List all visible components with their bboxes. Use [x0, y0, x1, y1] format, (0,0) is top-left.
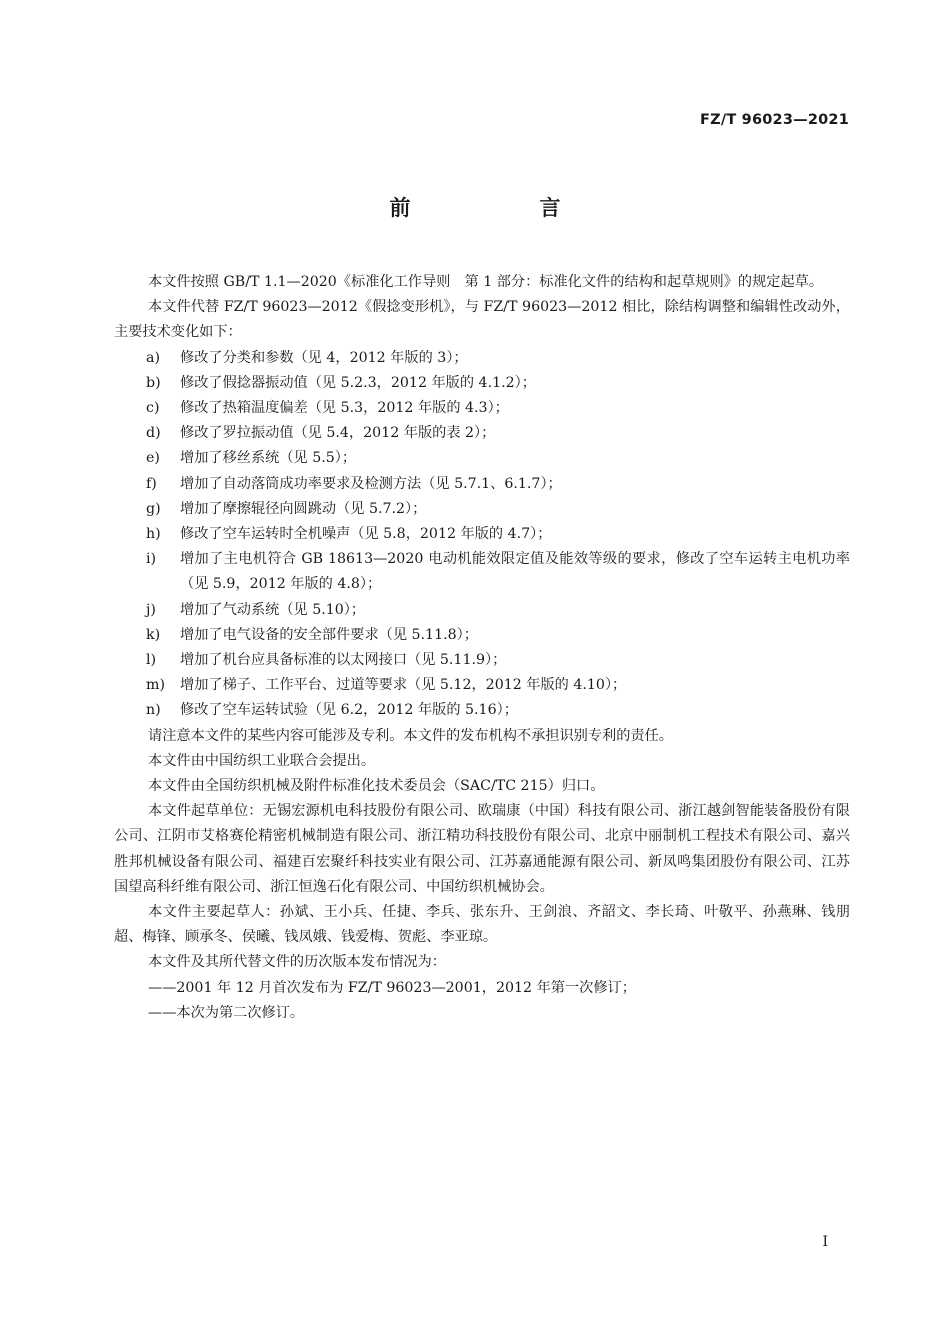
list-item [114, 346, 850, 371]
list-item-text: 修改了热箱温度偏差（见 5.3，2012 年版的 4.3）； [180, 400, 509, 417]
list-item [114, 396, 850, 421]
paragraph-drafters: 本文件主要起草人：孙斌、王小兵、任捷、李兵、张东升、王剑浪、齐韶文、李长琦、叶敬平、孙燕琳、钱朋超、梅锋、顾承冬、侯曦、钱凤娥、钱爱梅、贺彪、李亚琼。 [114, 904, 850, 946]
list-item-text: 增加了电气设备的安全部件要求（见 5.11.8）； [180, 626, 478, 643]
list-marker: a) [146, 349, 160, 366]
list-item-text: 修改了空车运转时全机噪声（见 5.8，2012 年版的 4.7）； [180, 526, 552, 543]
history-item: ——本次为第二次修订。 [148, 1004, 305, 1021]
foreword-body [114, 270, 850, 1026]
list-item-text: 增加了梯子、工作平台、过道等要求（见 5.12，2012 年版的 4.10）； [180, 677, 627, 694]
list-item-text: 修改了分类和参数（见 4，2012 年版的 3）； [180, 349, 468, 366]
list-marker: e) [146, 450, 160, 467]
list-marker: h) [146, 526, 161, 543]
paragraph-drafting-units: 本文件起草单位：无锡宏源机电科技股份有限公司、欧瑞康（中国）科技有限公司、浙江越剑智能装备股份有限公司、江阴市艾格赛伦精密机械制造有限公司、浙江精功科技股份有限公司、北京中丽制机工程技术有限公司、嘉兴胜邦机械设备有限公司、福建百宏聚纤科技实业有限公司、江苏嘉通能源有限公司、新凤鸣集团股份有限公司、江苏国望高科纤维有限公司、浙江恒逸石化有限公司、中国纺织机械协会。 [114, 803, 850, 895]
list-marker: d) [146, 425, 161, 442]
paragraph-technical-committee: 本文件由全国纺织机械及附件标准化技术委员会（SAC/TC 215）归口。 [148, 778, 605, 795]
list-item-text: 增加了机台应具备标准的以太网接口（见 5.11.9）； [180, 652, 507, 669]
list-item [114, 648, 850, 673]
list-item [114, 547, 850, 597]
list-marker: c) [146, 400, 160, 417]
list-item [114, 598, 850, 623]
list-marker: f) [146, 475, 157, 492]
changes-list [114, 346, 850, 724]
list-marker: m) [146, 677, 165, 694]
list-item [114, 522, 850, 547]
list-item-text: 增加了主电机符合 GB 18613—2020 电动机能效限定值及能效等级的要求，修改了空车运转主电机功率（见 5.9，2012 年版的 4.8）； [180, 551, 850, 593]
list-item-text: 修改了假捻器振动值（见 5.2.3，2012 年版的 4.1.2）； [180, 374, 536, 391]
page-title: 前 言 [389, 196, 615, 220]
paragraph-replacement: 本文件代替 FZ/T 96023—2012《假捻变形机》，与 FZ/T 96023—2012 相比，除结构调整和编辑性改动外，主要技术变化如下： [114, 299, 850, 341]
paragraph-patent-notice: 请注意本文件的某些内容可能涉及专利。本文件的发布机构不承担识别专利的责任。 [148, 727, 673, 744]
list-marker: i) [146, 551, 157, 568]
list-marker: b) [146, 374, 161, 391]
list-item-text: 增加了移丝系统（见 5.5）； [180, 450, 357, 467]
list-item-text: 增加了自动落筒成功率要求及检测方法（见 5.7.1、6.1.7）； [180, 475, 562, 492]
list-marker: l) [146, 652, 157, 669]
list-marker: g) [146, 500, 161, 517]
list-marker: k) [146, 626, 161, 643]
list-item [114, 497, 850, 522]
list-item [114, 446, 850, 471]
list-item-text: 修改了罗拉振动值（见 5.4，2012 年版的表 2）； [180, 425, 496, 442]
paragraph-drafting-rules: 本文件按照 GB/T 1.1—2020《标准化工作导则 第 1 部分：标准化文件的结构和起草规则》的规定起草。 [148, 274, 824, 290]
paragraph-history-intro: 本文件及其所代替文件的历次版本发布情况为： [148, 954, 446, 971]
list-item [114, 698, 850, 723]
list-item [114, 623, 850, 648]
list-marker: n) [146, 702, 161, 719]
paragraph-proposer: 本文件由中国纺织工业联合会提出。 [148, 752, 376, 769]
list-item [114, 371, 850, 396]
list-item [114, 421, 850, 446]
list-marker: j) [146, 601, 156, 618]
list-item-text: 增加了气动系统（见 5.10）； [180, 601, 366, 618]
standard-code-header: FZ/T 96023—2021 [700, 112, 849, 128]
list-item-text: 增加了摩擦辊径向圆跳动（见 5.7.2）； [180, 500, 427, 517]
page-number: I [822, 1234, 828, 1250]
list-item [114, 472, 850, 497]
history-item: ——2001 年 12 月首次发布为 FZ/T 96023—2001，2012 年第一次修订； [148, 979, 636, 996]
list-item [114, 673, 850, 698]
list-item-text: 修改了空车运转试验（见 6.2，2012 年版的 5.16）； [180, 702, 518, 719]
